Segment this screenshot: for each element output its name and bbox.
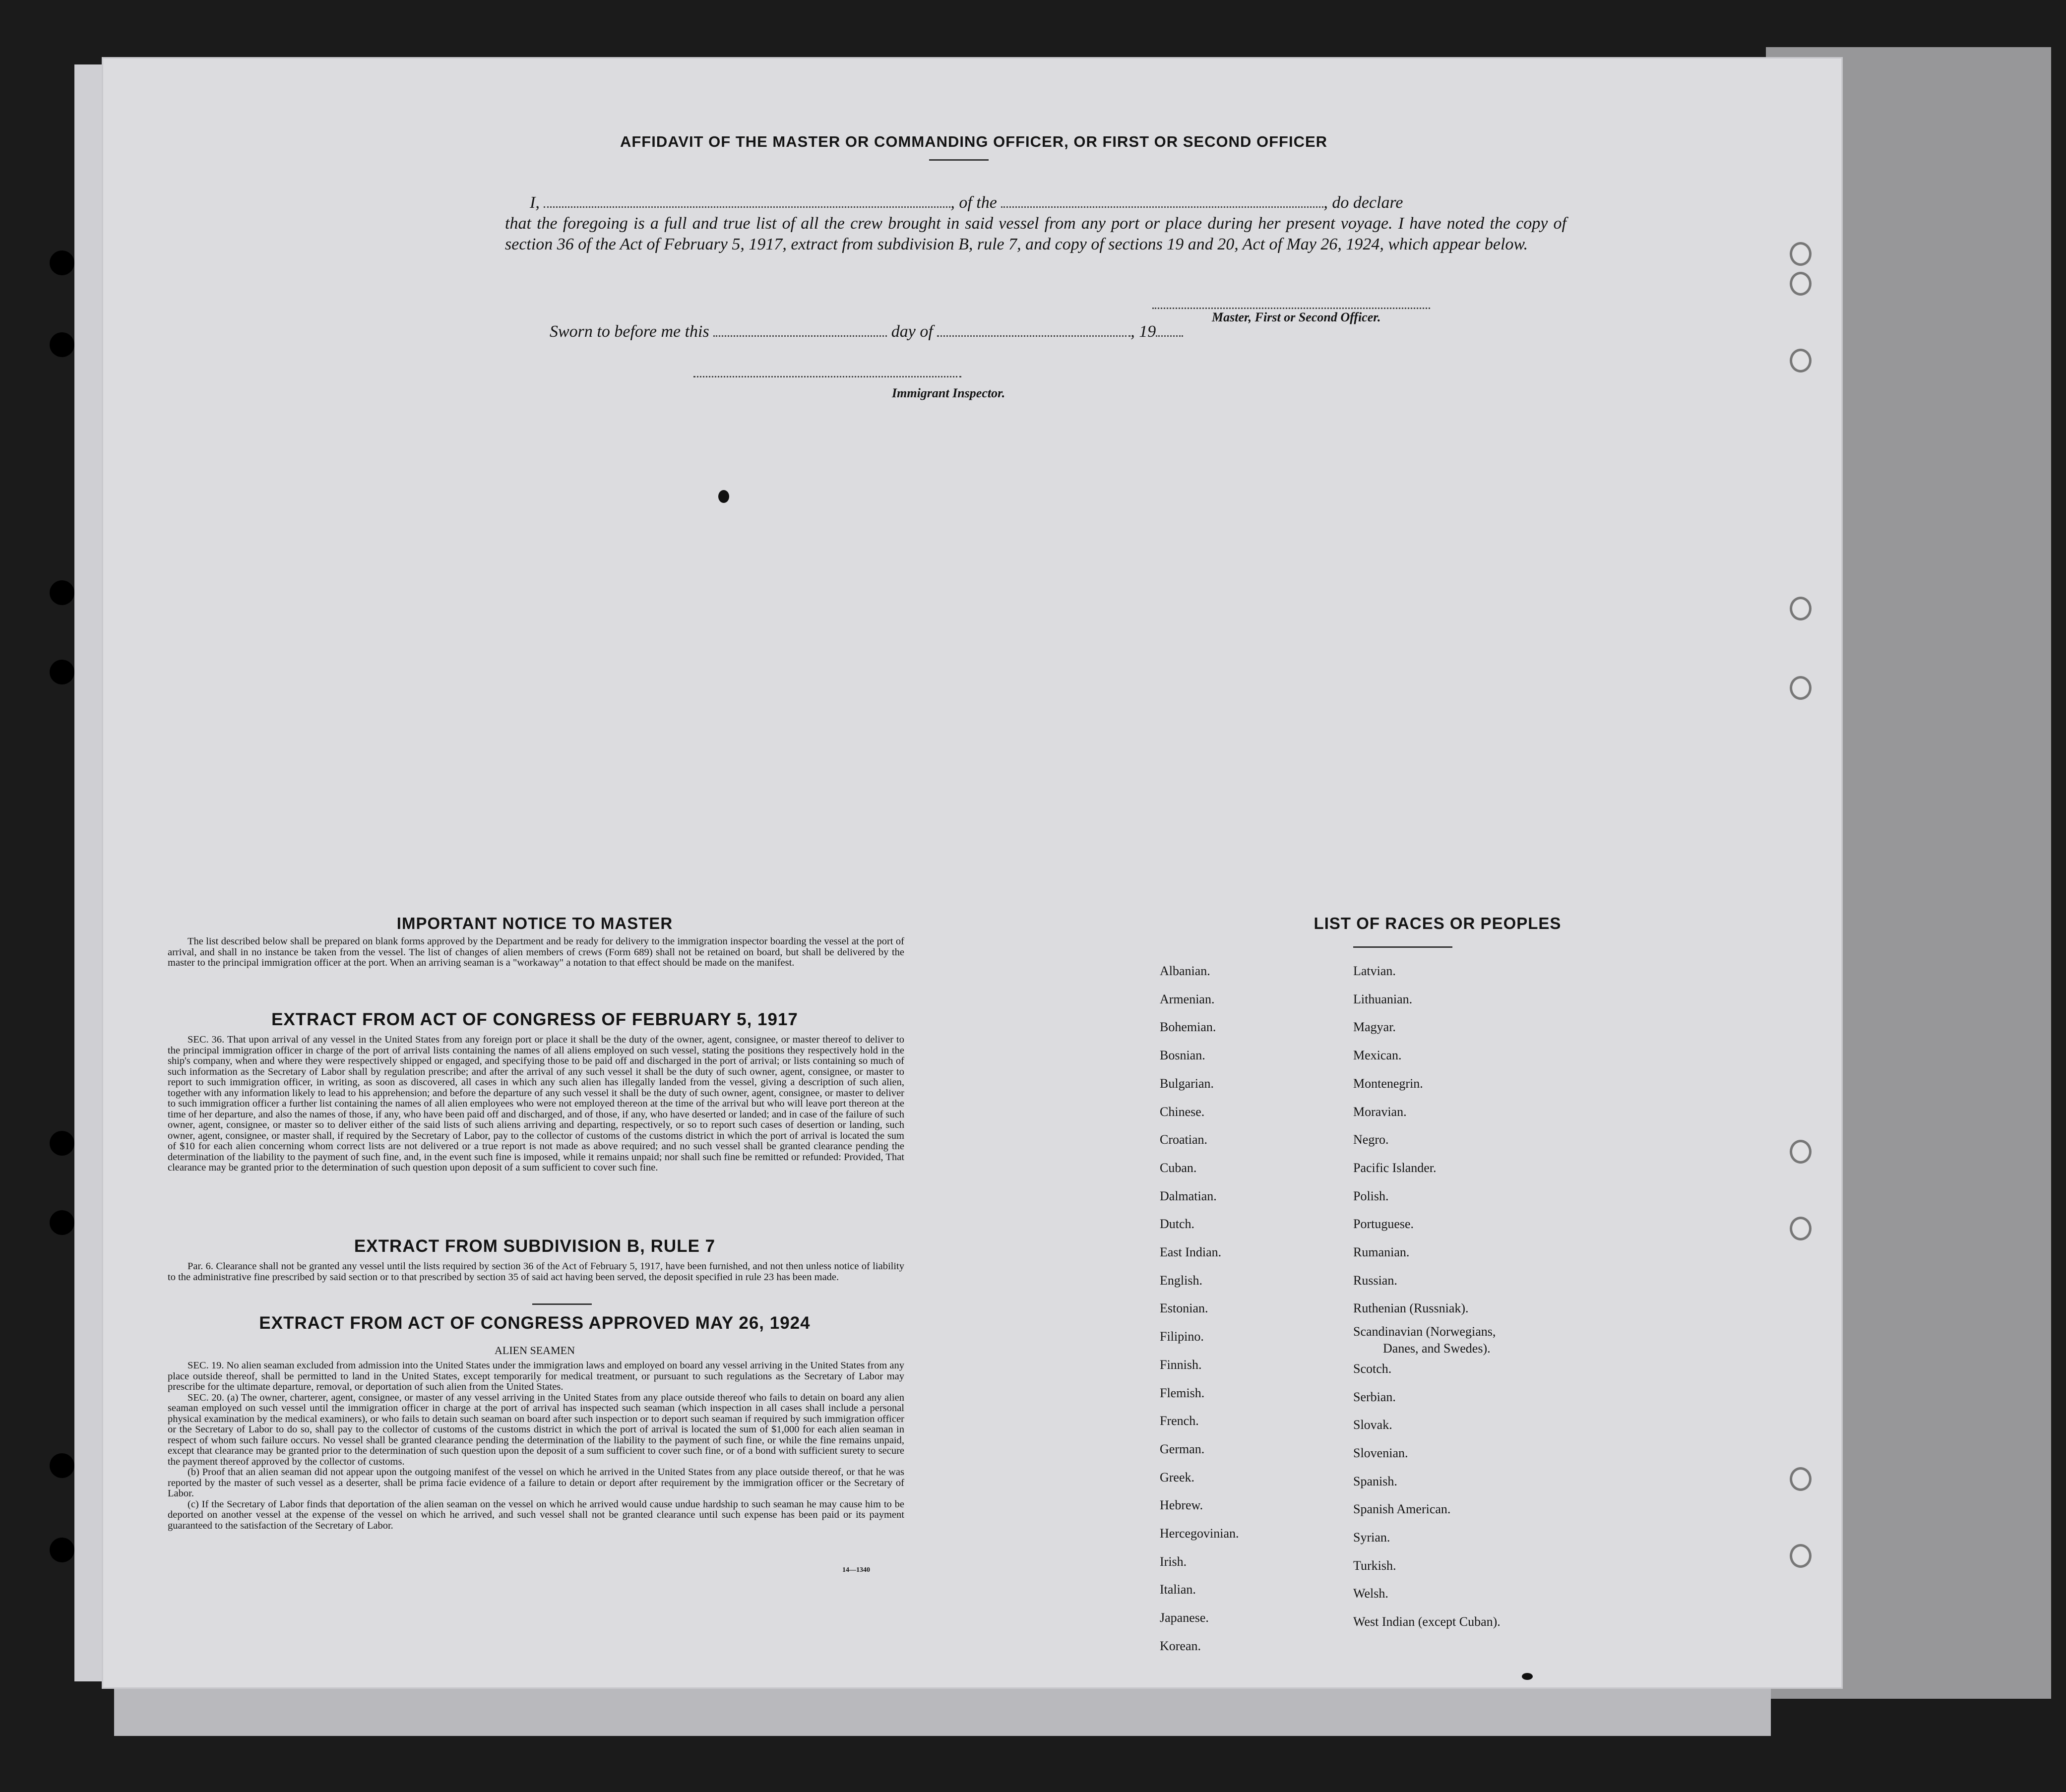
race-item: Portuguese. (1353, 1217, 1414, 1231)
race-item: Scotch. (1353, 1361, 1392, 1376)
race-item: Serbian. (1353, 1390, 1396, 1404)
race-item: Korean. (1160, 1639, 1201, 1653)
do-declare-label: , do declare (1323, 193, 1403, 212)
ring-mark (1790, 242, 1812, 266)
race-item: Japanese. (1160, 1610, 1209, 1625)
race-item: Bulgarian. (1160, 1076, 1214, 1091)
background-sheet-bottom (114, 1681, 1771, 1736)
year-field[interactable] (1156, 330, 1183, 337)
notice-title: IMPORTANT NOTICE TO MASTER (396, 914, 673, 932)
ring-mark (1790, 1217, 1812, 1240)
race-item: Turkish. (1353, 1558, 1396, 1573)
ring-mark (1790, 597, 1812, 620)
race-item: Rumanian. (1353, 1245, 1410, 1259)
sworn-day-field[interactable] (713, 330, 887, 337)
race-item: Pacific Islander. (1353, 1161, 1437, 1175)
race-item: Syrian. (1353, 1530, 1390, 1545)
page-edge (74, 64, 104, 1681)
year-label: , 19 (1130, 322, 1156, 341)
race-item: Hercegovinian. (1160, 1526, 1239, 1541)
sec-20b: (b) Proof that an alien seaman did not appear upon the outgoing manifest of the vessel on which he arrived in the United States from any place outside thereof, or that he was reported by the master of such vessel as a deserter, shall be prima facie evidence of a failure to detain or deport after requirement by the immigration officer or the Secretary of Labor. (168, 1467, 904, 1499)
race-item: Slovak. (1353, 1418, 1392, 1432)
punch-hole (50, 1131, 74, 1156)
inspector-signature-line[interactable] (693, 376, 961, 377)
race-item: Irish. (1160, 1554, 1187, 1569)
race-item: Flemish. (1160, 1386, 1205, 1400)
ring-mark (1790, 1544, 1812, 1568)
ring-mark (1790, 1467, 1812, 1491)
affidavit-body: that the foregoing is a full and true list of all the crew brought in said vessel from any port or place during her present voyage. I have noted the copy of section 36 of the Act of February 5, 1917, extract from subdivision B, rule 7, and copy of sections 19 and 20, Act of May 26, 1924, which appear below. (505, 214, 1566, 253)
of-the-label: , of the (950, 193, 997, 212)
race-item: Chinese. (1160, 1105, 1205, 1119)
sworn-month-field[interactable] (937, 330, 1130, 337)
section-divider (532, 1303, 592, 1305)
ink-spot (1522, 1673, 1533, 1680)
race-item: Magyar. (1353, 1020, 1396, 1034)
race-item: French. (1160, 1414, 1199, 1428)
race-item: Cuban. (1160, 1161, 1197, 1175)
race-item: Armenian. (1160, 992, 1215, 1006)
extract-1917-title: EXTRACT FROM ACT OF CONGRESS OF FEBRUARY 5, 1917 (271, 1010, 798, 1029)
ink-spot (718, 490, 729, 503)
extract-1924-text (168, 1360, 904, 1531)
affidavit-fill-line (530, 192, 1571, 213)
vessel-field[interactable] (1001, 201, 1323, 208)
race-item: Ruthenian (Russniak). (1353, 1301, 1469, 1315)
race-item: Filipino. (1160, 1329, 1204, 1344)
ring-mark (1790, 272, 1812, 296)
extract-1924-title: EXTRACT FROM ACT OF CONGRESS APPROVED MAY 26, 1924 (259, 1313, 811, 1333)
extract-1917-text: SEC. 36. That upon arrival of any vessel in the United States from any foreign port or place it shall be the duty of the owner, agent, consignee, or master thereof to deliver to the principal immigration officer in charge of the port of arrival lists containing the names of all aliens employed on such vessel, stating the positions they respectively hold in the ship's company, when and where they were respectively shipped or engaged, and specifying those to be paid off and discharged in the port of arrival; or lists containing so much of such information as the Secretary of Labor shall by regulation prescribe; and after the arrival of any such vessel it shall be the duty of such owner, agent, consignee, or master to report to such immigration officer, in writing, as soon as discovered, all cases in which any such alien has illegally landed from the vessel, giving a description of such alien, together with any information likely to lead to his apprehension; and before the departure of any such vessel it shall be the duty of such owner, agent, consignee, or master to deliver to such immigration officer a further list containing the names of all alien employees who were not employed thereon at the time of the arrival but who will leave port thereon at the time of her departure, and also the names of those, if any, who have been paid off and discharged, and of those, if any, who have deserted or landed; and in case of the failure of such owner, agent, consignee, or master so to deliver either of the said lists of such aliens arriving and departing, respectively, or so to report such cases of desertion or landing, such owner, agent, consignee, or master shall, if required by the Secretary of Labor, pay to the collector of customs of the customs district in which the port of arrival is located the sum of $10 for each alien concerning whom correct lists are not delivered or a true report is not made as above required; and no such vessel shall be granted clearance pending the determination of the liability to the payment of such fine, and, in the event such fine is imposed, while it remains unpaid; nor shall such fine be remitted or refunded: Provided, That clearance may be granted prior to the determination of such question upon deposit of a sum sufficient to cover such fine. (168, 1034, 904, 1173)
race-item: East Indian. (1160, 1245, 1222, 1259)
race-item: Bosnian. (1160, 1048, 1205, 1062)
race-item: Albanian. (1160, 964, 1210, 978)
race-item: Russian. (1353, 1273, 1397, 1288)
race-item: Bohemian. (1160, 1020, 1216, 1034)
race-item: Polish. (1353, 1189, 1389, 1203)
race-item: Greek. (1160, 1470, 1195, 1484)
name-field[interactable] (544, 201, 950, 208)
race-item: Dutch. (1160, 1217, 1195, 1231)
sec-20a: SEC. 20. (a) The owner, charterer, agent, consignee, or master of any vessel arriving in the United States from any place outside thereof who fails to detain on board any alien seaman employed on such vessel until the immigration officer in charge at the port of arrival has inspected such seaman (which inspection in all cases shall include a personal physical examination by the medical examiners), or who fails to detain such seaman on board after such inspection or to deport such seaman if required by such immigration officer or the Secretary of Labor to do so, shall pay to the collector of customs of the customs district in which the port of arrival is located the sum of $1,000 for each alien seaman in respect of whom such failure occurs. No vessel shall be granted clearance pending the determination of the liability to the payment of such fine, or while the fine remains unpaid, except that clearance may be granted prior to the determination of such question upon the deposit of a sum sufficient to cover such fine, or of a bond with sufficient surety to secure the payment thereof approved by the collector of customs. (168, 1392, 904, 1467)
race-item: Finnish. (1160, 1358, 1202, 1372)
punch-hole (50, 1210, 74, 1235)
race-item: Montenegrin. (1353, 1076, 1423, 1091)
title-divider (929, 159, 989, 161)
punch-hole (50, 1453, 74, 1478)
race-item: Dalmatian. (1160, 1189, 1217, 1203)
race-item: Latvian. (1353, 964, 1396, 978)
race-item: Hebrew. (1160, 1498, 1203, 1512)
punch-hole (50, 1538, 74, 1562)
ring-mark (1790, 349, 1812, 372)
race-item: West Indian (except Cuban). (1353, 1614, 1501, 1629)
ring-mark (1790, 676, 1812, 700)
document-page (102, 57, 1843, 1689)
sec-20c: (c) If the Secretary of Labor finds that deportation of the alien seaman on the vessel on which he arrived would cause undue hardship to such seaman he may cause him to be deported on another vessel at the expense of the vessel on which he arrived, and such vessel shall not be granted clearance until such expense has been paid or its payment guaranteed to the satisfaction of the Secretary of Labor. (168, 1498, 904, 1531)
master-signature-line[interactable] (1152, 308, 1430, 309)
punch-hole (50, 250, 74, 275)
sec-19: SEC. 19. No alien seaman excluded from admission into the United States under the immigration laws and employed on board any vessel arriving in the United States from any place outside thereof, shall be permitted to land in the United States, except temporarily for medical treatment, or pursuant to such regulations as the Secretary of Labor may prescribe for the ultimate departure, removal, or deportation of such alien from the United States. (168, 1360, 904, 1392)
inspector-label: Immigrant Inspector. (892, 386, 1005, 400)
notice-text: The list described below shall be prepared on blank forms approved by the Department and be ready for delivery to the immigration inspector boarding the vessel at the port of arrival, and shall in no instance be taken from the vessel. The list of changes of alien members of crews (Form 689) shall not be retained on board, but shall be delivered by the master to the principal immigration officer at the port. When an arriving seaman is a "workaway" a notation to that effect should be made on the manifest. (168, 936, 904, 968)
race-item: Moravian. (1353, 1105, 1407, 1119)
form-number: 14—1340 (842, 1566, 870, 1574)
ring-mark (1790, 1140, 1812, 1164)
race-item: Lithuanian. (1353, 992, 1413, 1006)
day-of-label: day of (891, 322, 933, 341)
punch-hole (50, 580, 74, 605)
race-item: Negro. (1353, 1132, 1389, 1147)
race-item: Scandinavian (Norwegians, (1353, 1324, 1496, 1339)
race-item: English. (1160, 1273, 1202, 1288)
affidavit-title: AFFIDAVIT OF THE MASTER OR COMMANDING OFFICER, OR FIRST OR SECOND OFFICER (620, 133, 1328, 150)
race-item: Estonian. (1160, 1301, 1208, 1315)
rule7-title: EXTRACT FROM SUBDIVISION B, RULE 7 (354, 1236, 716, 1256)
race-item: Mexican. (1353, 1048, 1402, 1062)
i-label: I, (530, 193, 540, 212)
race-item: Welsh. (1353, 1586, 1388, 1601)
rule7-text: Par. 6. Clearance shall not be granted any vessel until the lists required by section 36 of the Act of February 5, 1917, have been furnished, and not then unless notice of liability to the administrative fine prescribed by said section or to that prescribed by section 35 of said act having been served, the deposit specified in rule 23 has been made. (168, 1261, 904, 1283)
race-item: German. (1160, 1442, 1205, 1456)
race-item: Croatian. (1160, 1132, 1208, 1147)
races-title: LIST OF RACES OR PEOPLES (1314, 914, 1562, 932)
alien-seamen-subtitle: ALIEN SEAMEN (495, 1344, 575, 1357)
punch-hole (50, 660, 74, 684)
race-item: Spanish. (1353, 1474, 1397, 1488)
master-label: Master, First or Second Officer. (1212, 310, 1381, 324)
race-item: Spanish American. (1353, 1502, 1451, 1516)
races-divider (1353, 946, 1452, 948)
punch-hole (50, 332, 74, 357)
sworn-line (550, 321, 1294, 342)
race-item: Slovenian. (1353, 1446, 1408, 1460)
sworn-label: Sworn to before me this (550, 322, 709, 341)
race-item: Italian. (1160, 1582, 1196, 1597)
race-item: Danes, and Swedes). (1383, 1341, 1491, 1356)
